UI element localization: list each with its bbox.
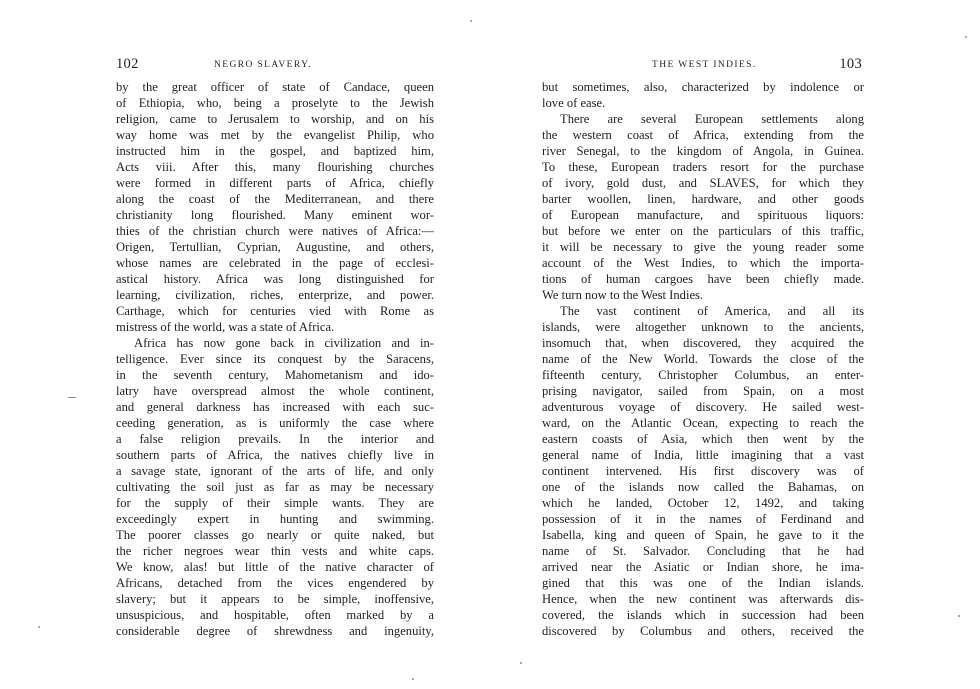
text-line: insomuch that, when discovered, they acquired the: [542, 336, 864, 350]
text-line: fifteenth century, Christopher Columbus, an enter-: [542, 368, 864, 382]
text-line: Hence, when the new continent was afterwards dis-: [542, 592, 864, 606]
text-line: the western coast of Africa, extending from the: [542, 128, 864, 142]
text-line: were formed in different parts of Africa, chiefly: [116, 176, 434, 190]
text-line: Africa has now gone back in civilization and in-: [134, 336, 434, 350]
text-line: of ivory, gold dust, and SLAVES, for which they: [542, 176, 864, 190]
text-line: arrived near the Asiatic or Indian shore, he ima-: [542, 560, 864, 574]
text-line: ward, on the Atlantic Ocean, expecting to reach the: [542, 416, 864, 430]
text-line: islands, were altogether unknown to the ancients,: [542, 320, 864, 334]
text-line: gined that this was one of the Indian islands.: [542, 576, 864, 590]
text-line: telligence. Ever since its conquest by the Saracens,: [116, 352, 434, 366]
left-page-header: [116, 56, 436, 76]
text-line: There are several European settlements along: [560, 112, 864, 126]
text-line: Isabella, king and queen of Spain, he gave to it the: [542, 528, 864, 542]
text-line: thies of the christian church were natives of Africa:—: [116, 224, 434, 238]
text-line: possession of it in the names of Ferdinand and: [542, 512, 864, 526]
text-line: river Senegal, to the kingdom of Angola, in Guinea.: [542, 144, 864, 158]
scan-speck: [412, 678, 414, 680]
text-line: We know, alas! but little of the native character of: [116, 560, 434, 574]
text-line: unsuspicious, and hospitable, often marked by a: [116, 608, 434, 622]
text-line: ceeding generation, as is uniformly the case where: [116, 416, 434, 430]
text-line: Acts viii. After this, many flourishing churches: [116, 160, 434, 174]
right-page-body-text: [542, 79, 864, 639]
text-line: barter woollen, linen, hardware, and other goods: [542, 192, 864, 206]
text-line: adventurous voyage of discovery. He sailed west-: [542, 400, 864, 414]
text-line: one of the islands now called the Bahamas, on: [542, 480, 864, 494]
text-line: discovered by Columbus and others, received the: [542, 624, 864, 638]
text-line: instructed him in the gospel, and baptized him,: [116, 144, 434, 158]
text-line: considerable degree of shrewdness and ingenuity,: [116, 624, 434, 638]
text-line: learning, civilization, riches, enterprize, and power.: [116, 288, 434, 302]
scan-speck: [958, 615, 960, 617]
text-line: tions of human cargoes have been chiefly made.: [542, 272, 864, 286]
text-line: Africans, detached from the vices engendered by: [116, 576, 434, 590]
text-line: of Ethiopia, who, being a proselyte to the Jewish: [116, 96, 434, 110]
text-line: latry have overspread almost the whole continent,: [116, 384, 434, 398]
text-line: continent intervened. His first discovery was of: [542, 464, 864, 478]
text-line: in the seventh century, Mahometanism and ido-: [116, 368, 434, 382]
text-line: We turn now to the West Indies.: [542, 288, 704, 302]
right-running-title: THE WEST INDIES.: [652, 60, 757, 70]
text-line: mistress of the world, was a state of Africa.: [116, 320, 335, 334]
text-line: exceedingly expert in hunting and swimming.: [116, 512, 434, 526]
text-line: but before we enter on the particulars of this traffic,: [542, 224, 864, 238]
text-line: astical history. Africa was long distinguished for: [116, 272, 434, 286]
text-line: a savage state, ignorant of the arts of life, and only: [116, 464, 434, 478]
text-line: slavery; but it appears to be simple, inoffensive,: [116, 592, 434, 606]
text-line: religion, came to Jerusalem to worship, and on his: [116, 112, 434, 126]
text-line: by the great officer of state of Candace, queen: [116, 80, 434, 94]
text-line: whose names are celebrated in the page of ecclesi-: [116, 256, 434, 270]
text-line: southern parts of Africa, the natives chiefly live in: [116, 448, 434, 462]
text-line: which he landed, October 12, 1492, and taking: [542, 496, 864, 510]
text-line: The poorer classes go nearly or quite naked, but: [116, 528, 434, 542]
text-line: Origen, Tertullian, Cyprian, Augustine, and others,: [116, 240, 434, 254]
text-line: account of the West Indies, to which the importa-: [542, 256, 864, 270]
text-line: covered, the islands which in succession had been: [542, 608, 864, 622]
text-line: The vast continent of America, and all its: [560, 304, 864, 318]
text-line: a false religion prevails. In the interior and: [116, 432, 434, 446]
text-line: for the supply of their simple wants. They are: [116, 496, 434, 510]
scan-mark: [68, 397, 76, 398]
text-line: of European manufacture, and spirituous liquors:: [542, 208, 864, 222]
right-page-number: 103: [839, 56, 862, 72]
scan-speck: [38, 626, 40, 628]
text-line: love of ease.: [542, 96, 606, 110]
text-line: way home was met by the evangelist Philip, who: [116, 128, 434, 142]
text-line: prising navigator, sailed from Spain, on a most: [542, 384, 864, 398]
text-line: Carthage, which for centuries vied with Rome as: [116, 304, 434, 318]
text-line: but sometimes, also, characterized by indolence or: [542, 80, 864, 94]
text-line: christianity long flourished. Many eminent wor-: [116, 208, 434, 222]
text-line: name of St. Salvador. Concluding that he had: [542, 544, 864, 558]
scan-speck: [520, 662, 522, 664]
right-page-header: [542, 56, 862, 76]
text-line: cultivating the soil just as far as may be necessary: [116, 480, 434, 494]
left-page-body-text: [116, 79, 434, 639]
right-page: [490, 0, 980, 689]
text-line: the richer negroes wear thin vests and white caps.: [116, 544, 434, 558]
text-line: eastern coasts of Asia, which then went by the: [542, 432, 864, 446]
text-line: To these, European traders resort for the purchase: [542, 160, 864, 174]
text-line: and general darkness has increased with each suc-: [116, 400, 434, 414]
left-running-title: NEGRO SLAVERY.: [214, 60, 312, 70]
left-page-number: 102: [116, 56, 139, 72]
text-line: general name of India, little imagining that a vast: [542, 448, 864, 462]
text-line: along the coast of the Mediterranean, and there: [116, 192, 434, 206]
scan-speck: [470, 20, 472, 22]
text-line: name of the New World. Towards the close of the: [542, 352, 864, 366]
text-line: it will be necessary to give the young reader some: [542, 240, 864, 254]
scan-speck: [965, 36, 967, 38]
